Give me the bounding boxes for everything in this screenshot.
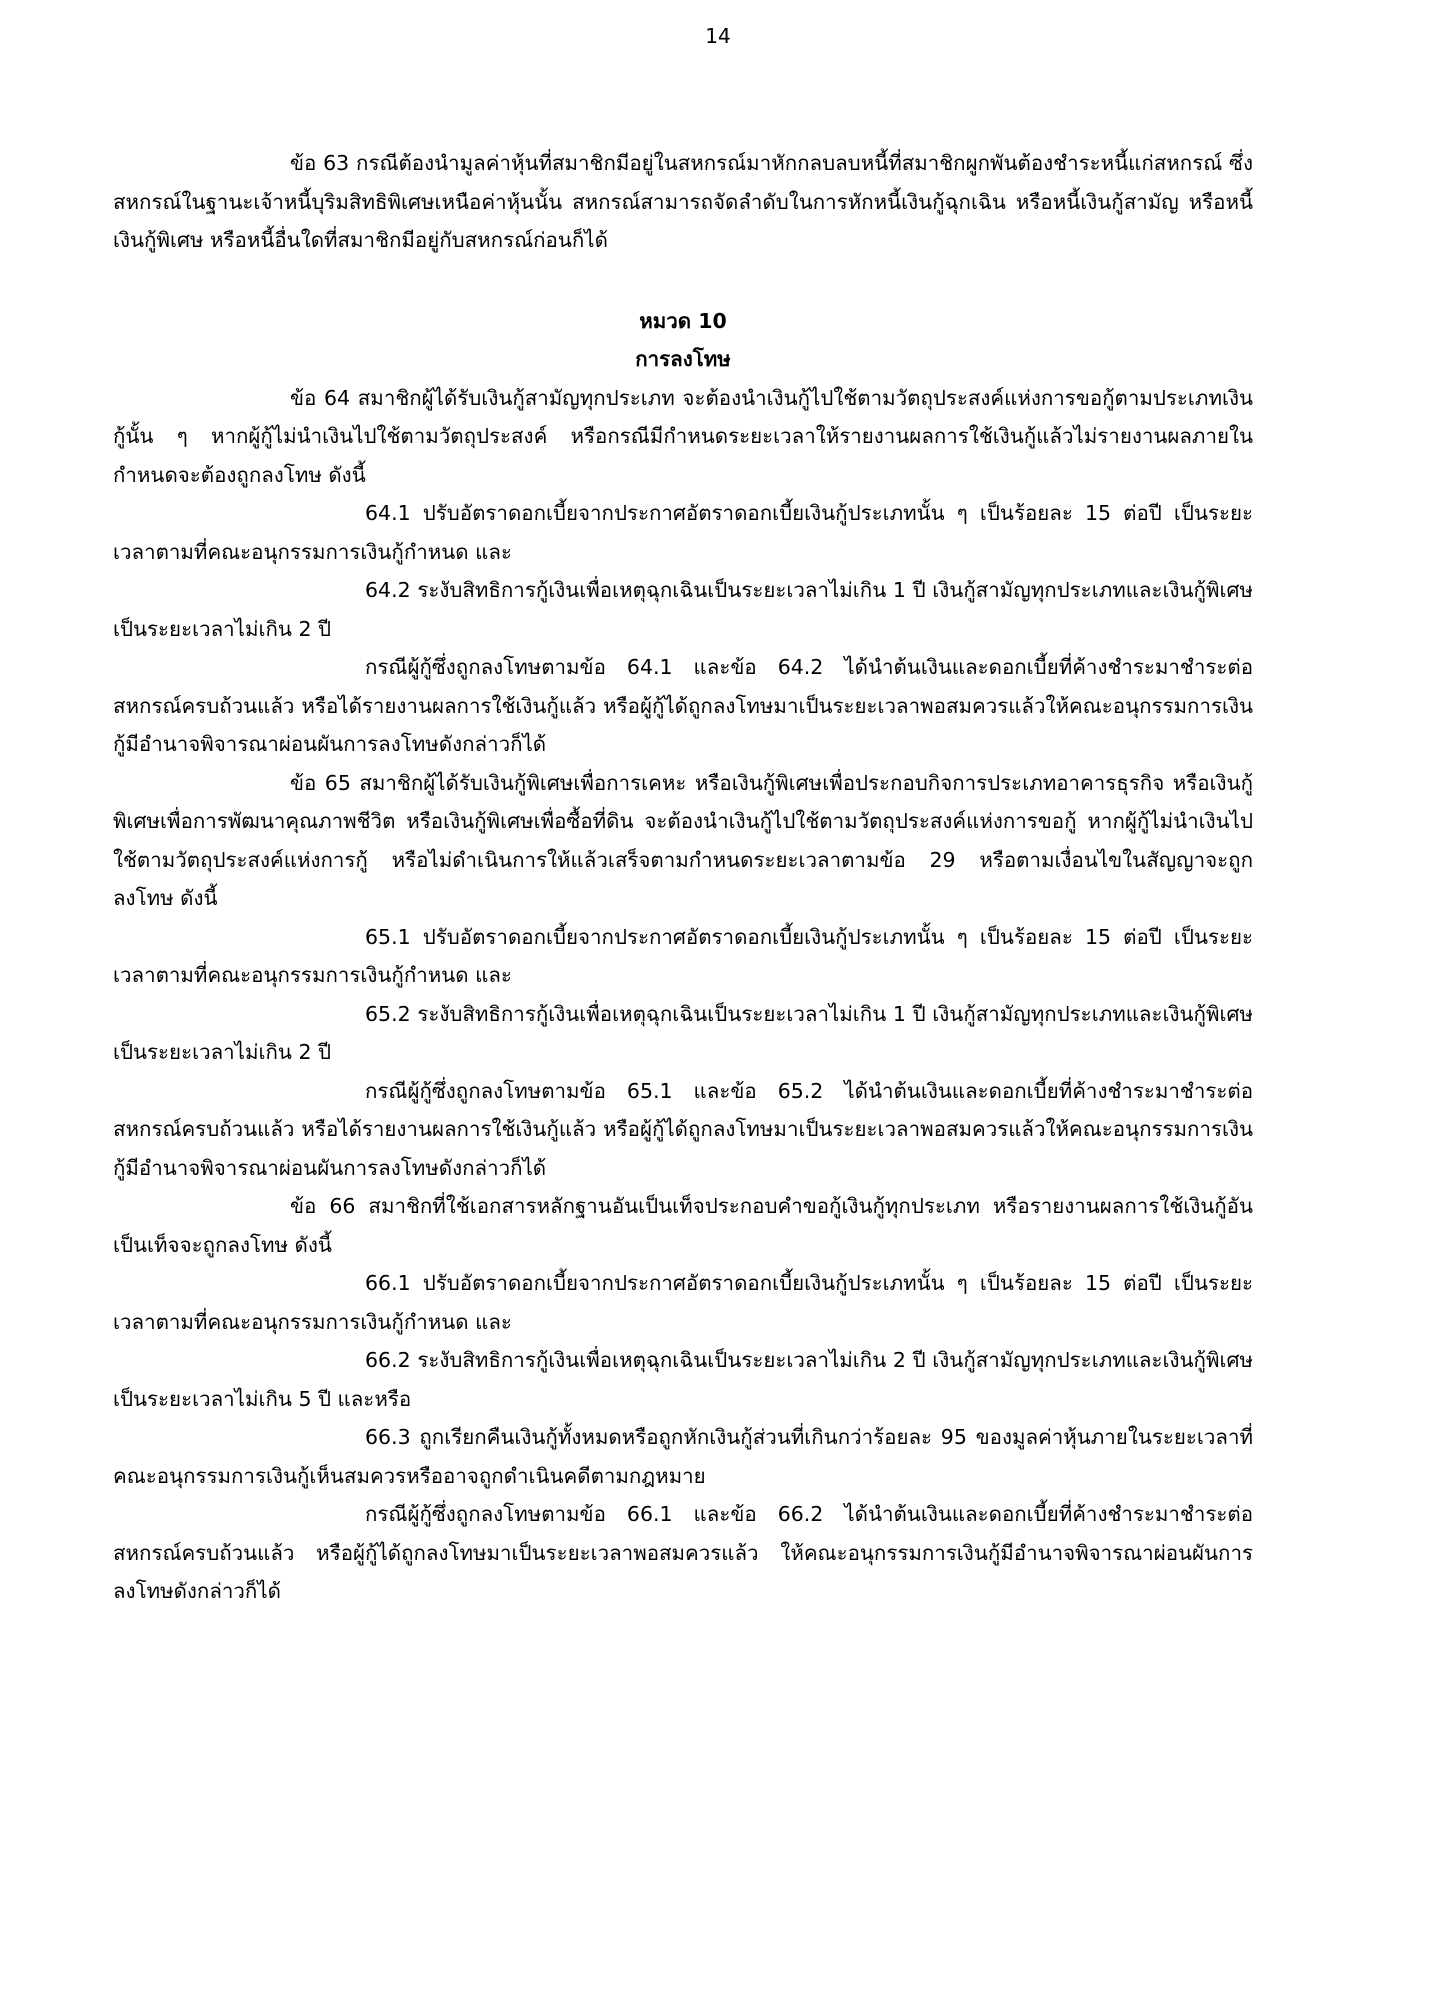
clause-65-relief: กรณีผู้กู้ซึ่งถูกลงโทษตามข้อ 65.1 และข้อ 65.2 ได้นำต้นเงินและดอกเบี้ยที่ค้างชำระมาชำระต่อสหกรณ์ครบถ้วนแล้ว หรือได้รายงานผลการใช้เงินกู้แล้ว หรือผู้กู้ได้ถูกลงโทษมาเป็นระยะเวลาพอสมควรแล้วให้คณะอนุกรรมการเงินกู้มีอำนาจพิจารณาผ่อนผันการลงโทษดังกล่าวก็ได้ xyxy=(113,1078,1253,1180)
clause-64-relief: กรณีผู้กู้ซึ่งถูกลงโทษตามข้อ 64.1 และข้อ 64.2 ได้นำต้นเงินและดอกเบี้ยที่ค้างชำระมาชำระต่อสหกรณ์ครบถ้วนแล้ว หรือได้รายงานผลการใช้เงินกู้แล้ว หรือผู้กู้ได้ถูกลงโทษมาเป็นระยะเวลาพอสมควรแล้วให้คณะอนุกรรมการเงินกู้มีอำนาจพิจารณาผ่อนผันการลงโทษดังกล่าวก็ได้ xyxy=(113,655,1253,756)
clause-66-1: 66.1 ปรับอัตราดอกเบี้ยจากประกาศอัตราดอกเบี้ยเงินกู้ประเภทนั้น ๆ เป็นร้อยละ 15 ต่อปี เป็นระยะเวลาตามที่คณะอนุกรรมการเงินกู้กำหนด และ xyxy=(113,1271,1253,1334)
clause-64-1: 64.1 ปรับอัตราดอกเบี้ยจากประกาศอัตราดอกเบี้ยเงินกู้ประเภทนั้น ๆ เป็นร้อยละ 15 ต่อปี เป็นระยะเวลาตามที่คณะอนุกรรมการเงินกู้กำหนด และ xyxy=(113,501,1253,564)
clause-65-1: 65.1 ปรับอัตราดอกเบี้ยจากประกาศอัตราดอกเบี้ยเงินกู้ประเภทนั้น ๆ เป็นร้อยละ 15 ต่อปี เป็นระยะเวลาตามที่คณะอนุกรรมการเงินกู้กำหนด และ xyxy=(113,924,1253,987)
clause-66: ข้อ 66 สมาชิกที่ใช้เอกสารหลักฐานอันเป็นเท็จประกอบคำขอกู้เงินกู้ทุกประเภท หรือรายงานผลการใช้เงินกู้อันเป็นเท็จจะถูกลงโทษ ดังนี้ xyxy=(113,1194,1253,1257)
section-spacer xyxy=(113,260,1253,302)
clause-66-2: 66.2 ระงับสิทธิการกู้เงินเพื่อเหตุฉุกเฉินเป็นระยะเวลาไม่เกิน 2 ปี เงินกู้สามัญทุกประเภทและเงินกู้พิเศษเป็นระยะเวลาไม่เกิน 5 ปี และหรือ xyxy=(113,1348,1253,1411)
document-body xyxy=(113,144,1253,1611)
chapter-title: การลงโทษ xyxy=(635,347,731,371)
page-number: 14 xyxy=(705,24,731,48)
clause-63: ข้อ 63 กรณีต้องนำมูลค่าหุ้นที่สมาชิกมีอยู่ในสหกรณ์มาหักกลบลบหนี้ที่สมาชิกผูกพันต้องชำระหนี้แก่สหกรณ์ ซึ่งสหกรณ์ในฐานะเจ้าหนี้บุริมสิทธิพิเศษเหนือค่าหุ้นนั้น สหกรณ์สามารถจัดลำดับในการหักหนี้เงินกู้ฉุกเฉิน หรือหนี้เงินกู้สามัญ หรือหนี้เงินกู้พิเศษ หรือหนี้อื่นใดที่สมาชิกมีอยู่กับสหกรณ์ก่อนก็ได้ xyxy=(113,151,1253,252)
clause-66-3: 66.3 ถูกเรียกคืนเงินกู้ทั้งหมดหรือถูกหักเงินกู้ส่วนที่เกินกว่าร้อยละ 95 ของมูลค่าหุ้นภายในระยะเวลาที่คณะอนุกรรมการเงินกู้เห็นสมควรหรืออาจถูกดำเนินคดีตามกฎหมาย xyxy=(113,1425,1253,1488)
clause-64: ข้อ 64 สมาชิกผู้ได้รับเงินกู้สามัญทุกประเภท จะต้องนำเงินกู้ไปใช้ตามวัตถุประสงค์แห่งการขอกู้ตามประเภทเงินกู้นั้น ๆ หากผู้กู้ไม่นำเงินไปใช้ตามวัตถุประสงค์ หรือกรณีมีกำหนดระยะเวลาให้รายงานผลการใช้เงินกู้แล้วไม่รายงานผลภายในกำหนดจะต้องถูกลงโทษ ดังนี้ xyxy=(113,385,1253,487)
clause-66-relief: กรณีผู้กู้ซึ่งถูกลงโทษตามข้อ 66.1 และข้อ 66.2 ได้นำต้นเงินและดอกเบี้ยที่ค้างชำระมาชำระต่อสหกรณ์ครบถ้วนแล้ว หรือผู้กู้ได้ถูกลงโทษมาเป็นระยะเวลาพอสมควรแล้ว ให้คณะอนุกรรมการเงินกู้มีอำนาจพิจารณาผ่อนผันการลงโทษดังกล่าวก็ได้ xyxy=(113,1502,1253,1603)
chapter-number: หมวด 10 xyxy=(639,308,727,333)
clause-65: ข้อ 65 สมาชิกผู้ได้รับเงินกู้พิเศษเพื่อการเคหะ หรือเงินกู้พิเศษเพื่อประกอบกิจการประเภทอาคารธุรกิจ หรือเงินกู้พิเศษเพื่อการพัฒนาคุณภาพชีวิต หรือเงินกู้พิเศษเพื่อซื้อที่ดิน จะต้องนำเงินกู้ไปใช้ตามวัตถุประสงค์แห่งการขอกู้ หากผู้กู้ไม่นำเงินไปใช้ตามวัตถุประสงค์แห่งการกู้ หรือไม่ดำเนินการให้แล้วเสร็จตามกำหนดระยะเวลาตามข้อ 29 หรือตามเงื่อนไขในสัญญาจะถูกลงโทษ ดังนี้ xyxy=(113,770,1253,910)
clause-64-2: 64.2 ระงับสิทธิการกู้เงินเพื่อเหตุฉุกเฉินเป็นระยะเวลาไม่เกิน 1 ปี เงินกู้สามัญทุกประเภทและเงินกู้พิเศษเป็นระยะเวลาไม่เกิน 2 ปี xyxy=(113,578,1253,641)
clause-65-2: 65.2 ระงับสิทธิการกู้เงินเพื่อเหตุฉุกเฉินเป็นระยะเวลาไม่เกิน 1 ปี เงินกู้สามัญทุกประเภทและเงินกู้พิเศษเป็นระยะเวลาไม่เกิน 2 ปี xyxy=(113,1001,1253,1064)
